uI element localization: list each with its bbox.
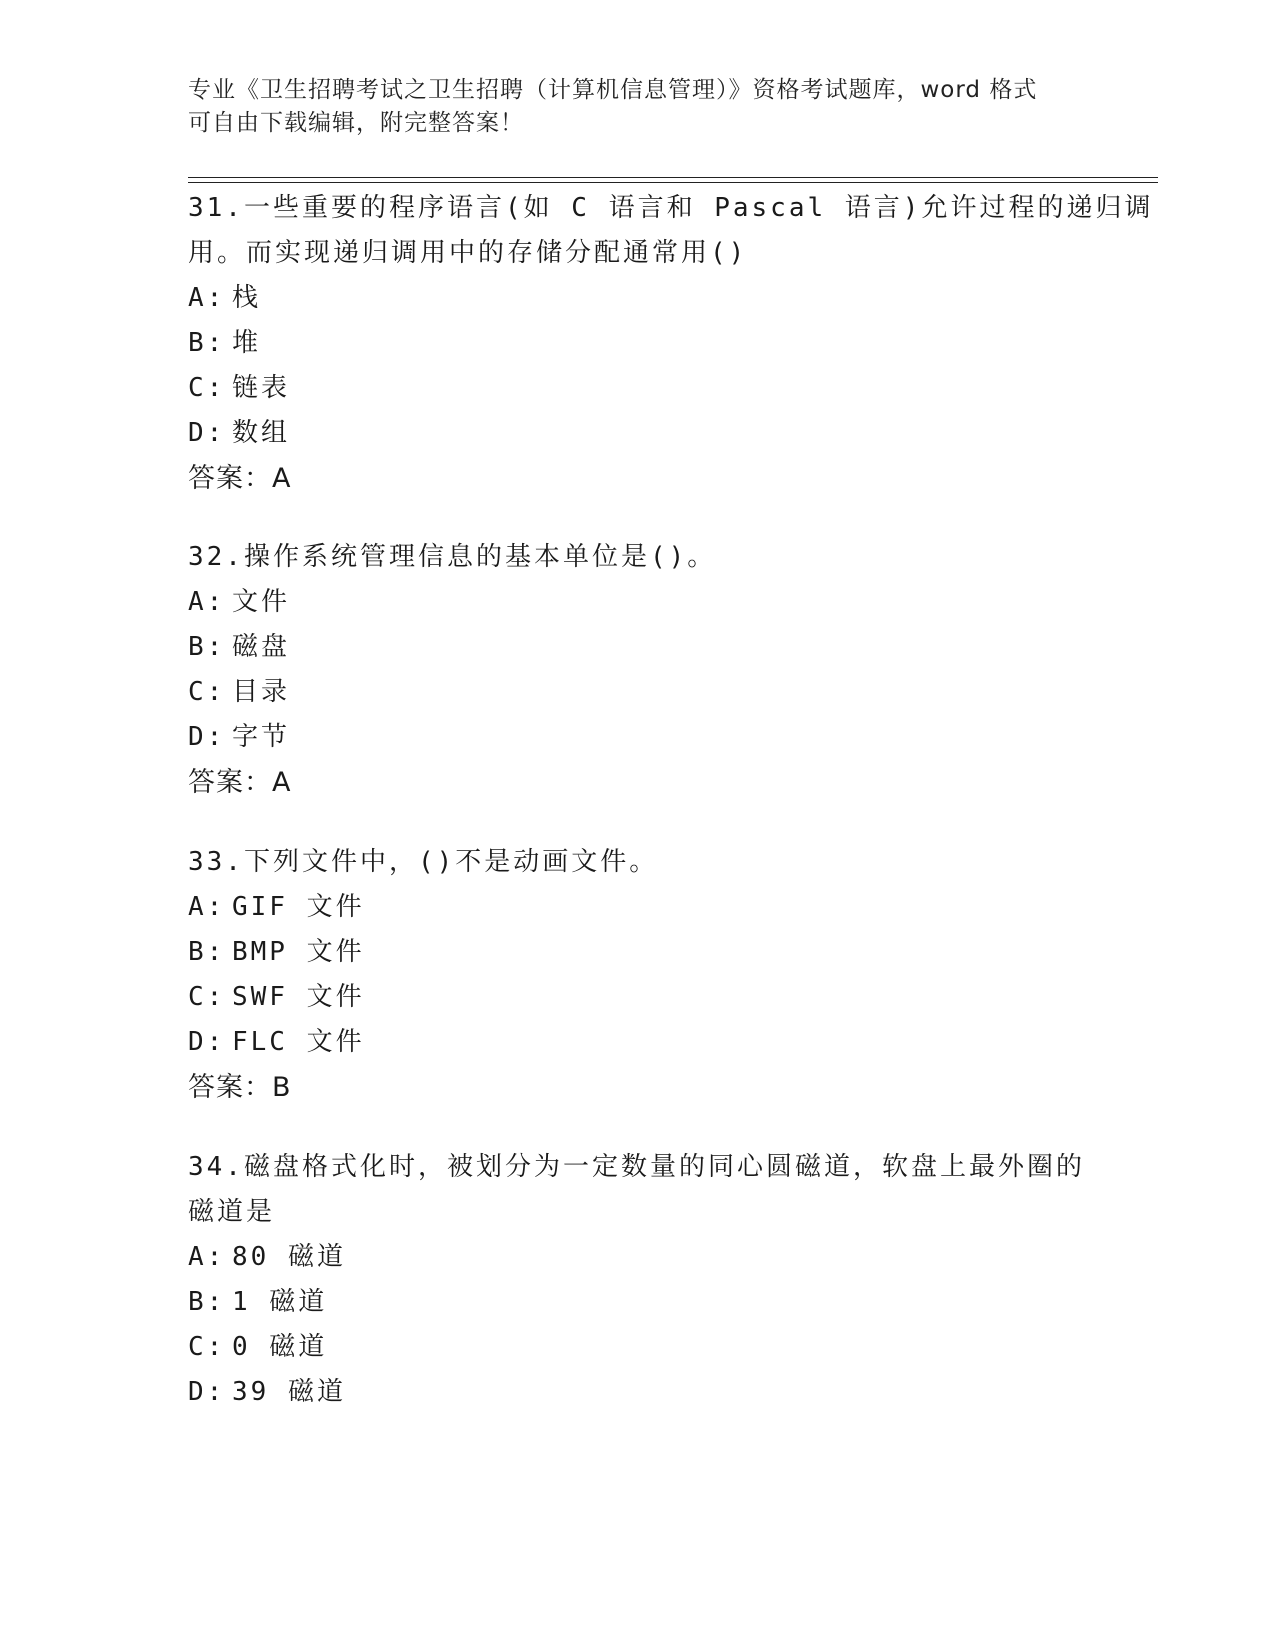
question-31: [188, 186, 1154, 501]
option-a: A: 80 磁道: [188, 1242, 346, 1272]
document-header: [188, 74, 1088, 140]
option-d: D: 字节: [188, 722, 291, 752]
question-stem: [188, 535, 1088, 580]
option-b: B: BMP 文件: [188, 937, 365, 967]
option-b: B: 1 磁道: [188, 1287, 328, 1317]
option-a: A: 文件: [188, 587, 291, 617]
question-stem: [188, 1145, 1088, 1235]
option-c: C: 目录: [188, 677, 291, 707]
question-33: [188, 840, 1088, 1110]
option-a: A: 栈: [188, 283, 262, 313]
answer-line: 答案：A: [188, 767, 292, 798]
stem-line: 32.操作系统管理信息的基本单位是()。: [188, 542, 717, 572]
question-32: [188, 535, 1088, 805]
option-d: D: 数组: [188, 418, 291, 448]
header-line-1: 专业《卫生招聘考试之卫生招聘（计算机信息管理）》资格考试题库，word 格式: [188, 77, 1038, 103]
stem-line: 磁道是: [188, 1197, 276, 1227]
option-d: D: FLC 文件: [188, 1027, 365, 1057]
option-c: C: 链表: [188, 373, 291, 403]
stem-line: 34.磁盘格式化时，被划分为一定数量的同心圆磁道，软盘上最外圈的: [188, 1152, 1085, 1182]
header-line-2: 可自由下载编辑，附完整答案！: [188, 110, 524, 136]
option-b: B: 堆: [188, 328, 262, 358]
question-stem: [188, 840, 1088, 885]
question-34: [188, 1145, 1088, 1415]
option-c: C: 0 磁道: [188, 1332, 328, 1362]
option-b: B: 磁盘: [188, 632, 291, 662]
stem-line: 33.下列文件中，()不是动画文件。: [188, 847, 659, 877]
header-divider-bottom: [188, 182, 1158, 183]
option-c: C: SWF 文件: [188, 982, 365, 1012]
option-a: A: GIF 文件: [188, 892, 365, 922]
question-stem: [188, 186, 1154, 276]
header-divider-top: [188, 177, 1158, 178]
option-d: D: 39 磁道: [188, 1377, 346, 1407]
stem-line: 用。而实现递归调用中的存储分配通常用(): [188, 238, 748, 268]
answer-line: 答案：B: [188, 1072, 292, 1103]
answer-line: 答案：A: [188, 463, 292, 494]
stem-line: 31.一些重要的程序语言(如 C 语言和 Pascal 语言)允许过程的递归调: [188, 193, 1154, 223]
